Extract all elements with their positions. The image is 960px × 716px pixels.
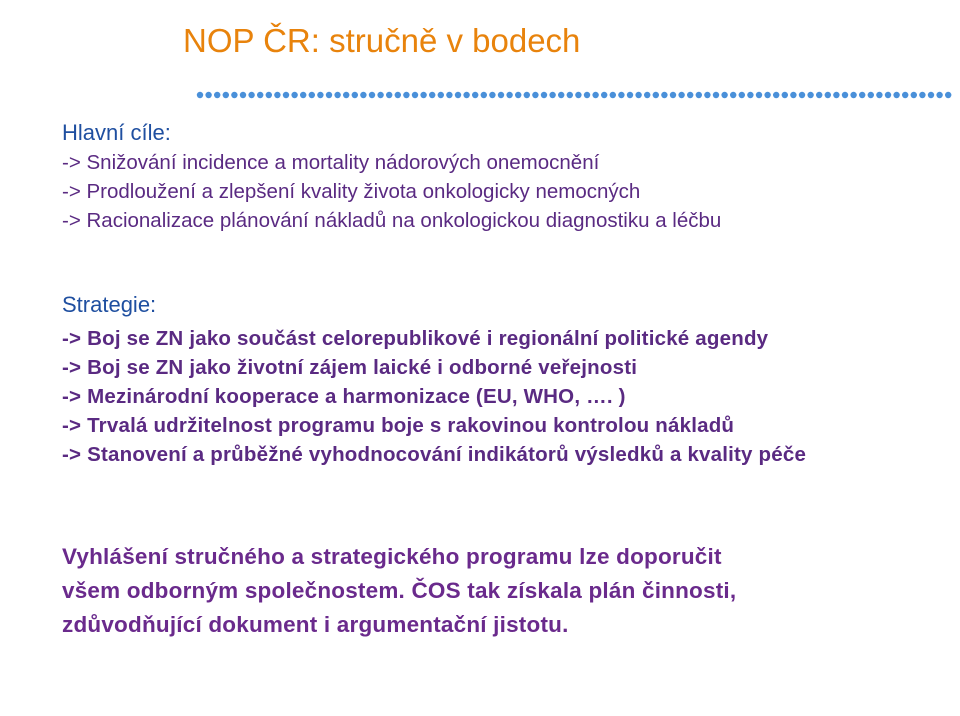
- divider-dot: [816, 92, 822, 98]
- divider-dot: [420, 92, 426, 98]
- divider-dot: [472, 92, 478, 98]
- divider-dot: [455, 92, 461, 98]
- divider-dot: [412, 92, 418, 98]
- divider-dot: [592, 92, 598, 98]
- divider-dot: [790, 92, 796, 98]
- strategy-item: -> Boj se ZN jako součást celorepublikové i regionální politické agendy: [62, 327, 769, 350]
- divider-dot: [214, 92, 220, 98]
- divider-dot: [678, 92, 684, 98]
- divider-dot: [876, 92, 882, 98]
- divider-dot: [868, 92, 874, 98]
- divider-dot: [799, 92, 805, 98]
- divider-dot: [773, 92, 779, 98]
- divider-dot: [524, 92, 530, 98]
- divider-dot: [670, 92, 676, 98]
- divider-dot: [549, 92, 555, 98]
- divider-dot: [704, 92, 710, 98]
- divider-dot: [902, 92, 908, 98]
- divider-dot: [618, 92, 624, 98]
- divider-dot: [713, 92, 719, 98]
- divider-dot: [274, 92, 280, 98]
- strategy-item: -> Mezinárodní kooperace a harmonizace (EU, WHO, …. ): [62, 385, 626, 408]
- divider-dot: [627, 92, 633, 98]
- divider-dot: [739, 92, 745, 98]
- dotted-divider: [196, 90, 956, 100]
- strategy-heading: Strategie:: [62, 292, 157, 317]
- conclusion-line: zdůvodňující dokument i argumentační jistotu.: [62, 612, 569, 637]
- divider-dot: [859, 92, 865, 98]
- divider-dot: [911, 92, 917, 98]
- divider-dot: [885, 92, 891, 98]
- strategy-item: -> Boj se ZN jako životní zájem laické i odborné veřejnosti: [62, 356, 638, 379]
- strategy-item: -> Trvalá udržitelnost programu boje s rakovinou kontrolou nákladů: [62, 414, 735, 437]
- conclusion-line: všem odborným společnostem. ČOS tak získala plán činnosti,: [62, 578, 737, 603]
- divider-dot: [687, 92, 693, 98]
- divider-dot: [463, 92, 469, 98]
- divider-dot: [489, 92, 495, 98]
- divider-dot: [369, 92, 375, 98]
- divider-dot: [575, 92, 581, 98]
- divider-dot: [429, 92, 435, 98]
- divider-dot: [756, 92, 762, 98]
- divider-dot: [928, 92, 934, 98]
- divider-dot: [747, 92, 753, 98]
- divider-dot: [764, 92, 770, 98]
- divider-dot: [635, 92, 641, 98]
- divider-dot: [197, 92, 203, 98]
- divider-dot: [893, 92, 899, 98]
- divider-dot: [833, 92, 839, 98]
- divider-dot: [438, 92, 444, 98]
- divider-dot: [919, 92, 925, 98]
- divider-dot: [498, 92, 504, 98]
- divider-dot: [283, 92, 289, 98]
- goal-item: -> Snižování incidence a mortality nádorových onemocnění: [62, 151, 600, 174]
- divider-dot: [610, 92, 616, 98]
- divider-dot: [403, 92, 409, 98]
- divider-dot: [506, 92, 512, 98]
- divider-dot: [334, 92, 340, 98]
- divider-dot: [653, 92, 659, 98]
- divider-dot: [231, 92, 237, 98]
- divider-dot: [567, 92, 573, 98]
- divider-dot: [532, 92, 538, 98]
- goal-item: -> Racionalizace plánování nákladů na onkologickou diagnostiku a léčbu: [62, 209, 722, 232]
- divider-dot: [842, 92, 848, 98]
- divider-dot: [352, 92, 358, 98]
- divider-dot: [730, 92, 736, 98]
- divider-dot: [257, 92, 263, 98]
- divider-dot: [584, 92, 590, 98]
- divider-dot: [807, 92, 813, 98]
- divider-dot: [395, 92, 401, 98]
- divider-dot: [541, 92, 547, 98]
- divider-dot: [936, 92, 942, 98]
- divider-dot: [377, 92, 383, 98]
- divider-dot: [601, 92, 607, 98]
- divider-dot: [850, 92, 856, 98]
- divider-dot: [291, 92, 297, 98]
- divider-dot: [317, 92, 323, 98]
- divider-dot: [782, 92, 788, 98]
- divider-dot: [205, 92, 211, 98]
- divider-dot: [300, 92, 306, 98]
- goals-heading: Hlavní cíle:: [62, 120, 171, 145]
- conclusion-line: Vyhlášení stručného a strategického programu lze doporučit: [62, 544, 722, 569]
- divider-dot: [240, 92, 246, 98]
- divider-dot: [696, 92, 702, 98]
- divider-dot: [481, 92, 487, 98]
- divider-dot: [515, 92, 521, 98]
- divider-dot: [360, 92, 366, 98]
- goal-item: -> Prodloužení a zlepšení kvality života onkologicky nemocných: [62, 180, 641, 203]
- divider-dot: [825, 92, 831, 98]
- divider-dot: [558, 92, 564, 98]
- strategy-item: -> Stanovení a průběžné vyhodnocování indikátorů výsledků a kvality péče: [62, 443, 807, 466]
- divider-dot: [661, 92, 667, 98]
- divider-dot: [223, 92, 229, 98]
- slide-title: NOP ČR: stručně v bodech: [183, 22, 581, 59]
- divider-dot: [248, 92, 254, 98]
- divider-dot: [644, 92, 650, 98]
- divider-dot: [386, 92, 392, 98]
- divider-dot: [721, 92, 727, 98]
- divider-dot: [326, 92, 332, 98]
- divider-dot: [309, 92, 315, 98]
- divider-dot: [945, 92, 951, 98]
- divider-dot: [343, 92, 349, 98]
- divider-dot: [266, 92, 272, 98]
- divider-dot: [446, 92, 452, 98]
